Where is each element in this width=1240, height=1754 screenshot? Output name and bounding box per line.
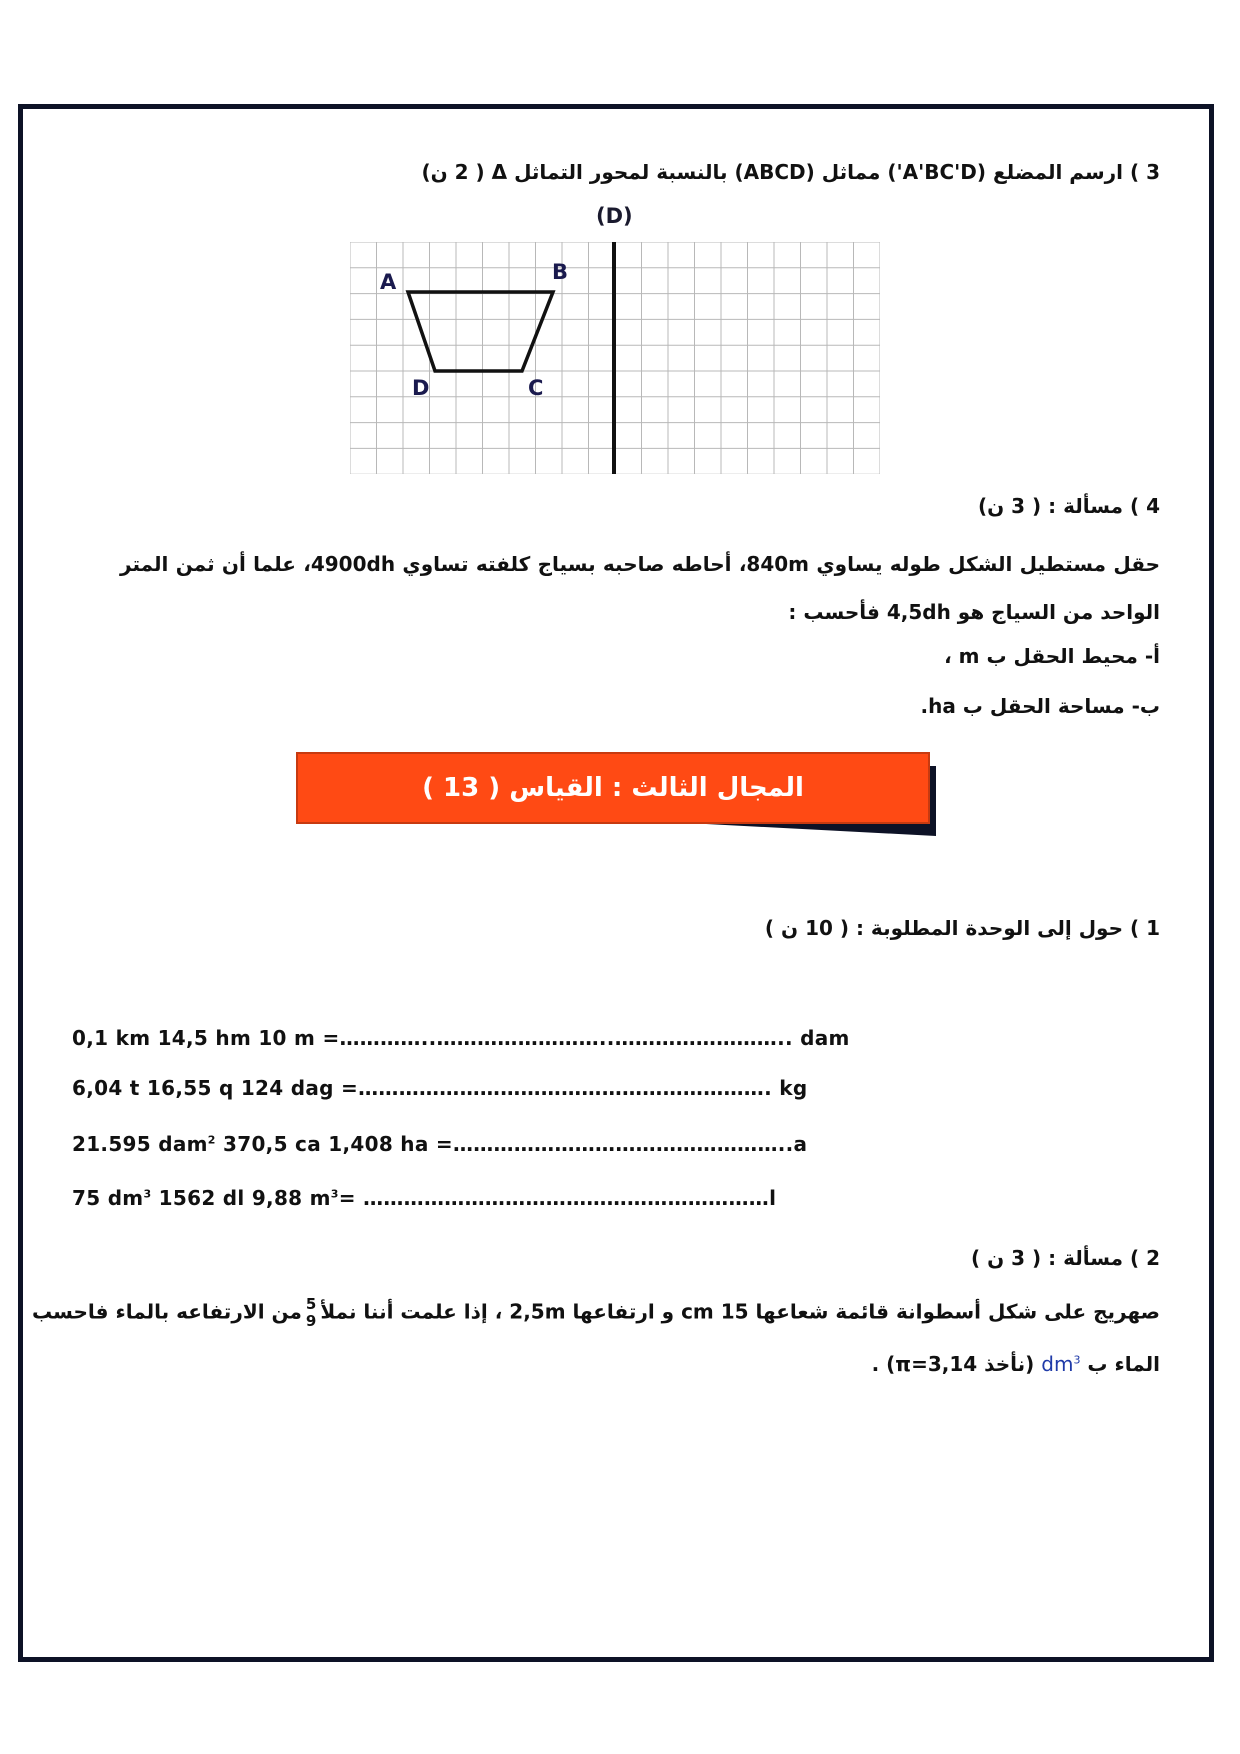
conversion-row-2: 6,04 t 16,55 q 124 dag =……………………………………………………. kg — [72, 1076, 808, 1100]
banner-title: المجال الثالث : القياس ( 13 ) — [296, 752, 930, 824]
fraction-denominator: 9 — [305, 1312, 317, 1330]
section-banner — [296, 752, 930, 824]
row-3-part-b: 370,5 ca 1,408 ha =…………………………………………..a — [215, 1132, 808, 1156]
point-d-label: D — [412, 376, 430, 400]
exercise-4-title: 4 ) مسألة : ( 3 ن) — [977, 494, 1160, 518]
unit-sup: 3 — [1073, 1353, 1081, 1367]
exercise-4-text: حقل مستطيل الشكل طوله يساوي 840m، أحاطه صاحبه بسياج كلفته تساوي 4900dh، علما أن ثمن المتر الواحد من السياج هو 4,5dh فأحسب : — [120, 552, 1161, 624]
row-4-part-a: 75 dm — [72, 1186, 144, 1210]
exercise-4-item-b: ب- مساحة الحقل ب ha. — [920, 694, 1160, 718]
line-2-part-a: الماء ب — [1087, 1352, 1160, 1376]
measure-2-title: 2 ) مسألة : ( 3 ن ) — [971, 1246, 1160, 1270]
unit-base: dm — [1041, 1352, 1074, 1376]
axis-label: (D) — [596, 204, 633, 228]
grid-figure — [350, 242, 880, 474]
row-4-sup-1: 3 — [143, 1187, 152, 1201]
row-3-sup: 2 — [207, 1133, 216, 1147]
measure-2-line-1 — [32, 1296, 1160, 1330]
conversion-row-1: 0,1 km 14,5 hm 10 m =…………..……………………..…………………….. dam — [72, 1026, 850, 1050]
grid-svg — [350, 242, 880, 474]
point-a-label: A — [380, 270, 397, 294]
volume-unit — [1041, 1352, 1080, 1376]
line-1-part-b: من الارتفاعه بالماء فاحسب — [31, 1299, 302, 1324]
line-2-part-b: (نأخذ π=3,14) . — [871, 1352, 1035, 1376]
row-4-sup-2: 3 — [330, 1187, 339, 1201]
conversion-row-4 — [72, 1186, 776, 1210]
exercise-3-title: 3 ) ارسم المضلع (A'BC'D') مماثل (ABCD) بالنسبة لمحور التماثل Δ ( 2 ن) — [421, 160, 1160, 184]
fraction-numerator: 5 — [305, 1295, 317, 1313]
exercise-4-item-a: أ- محيط الحقل ب m ، — [944, 644, 1160, 668]
fraction-five-ninths — [306, 1296, 316, 1330]
row-4-part-b: 1562 dl 9,88 m — [151, 1186, 331, 1210]
point-b-label: B — [552, 260, 569, 284]
row-4-part-c: = ……………………………………………………l — [338, 1186, 777, 1210]
line-1-part-a: صهريج على شكل أسطوانة قائمة شعاعها 15 cm و ارتفاعها 2,5m ، إذا علمت أننا نملأ — [320, 1299, 1160, 1324]
row-3-part-a: 21.595 dam — [72, 1132, 208, 1156]
measure-2-line-2 — [872, 1352, 1160, 1376]
point-c-label: C — [528, 376, 544, 400]
measure-1-title: 1 ) حول إلى الوحدة المطلوبة : ( 10 ن ) — [764, 916, 1160, 940]
conversion-row-3 — [72, 1132, 807, 1156]
